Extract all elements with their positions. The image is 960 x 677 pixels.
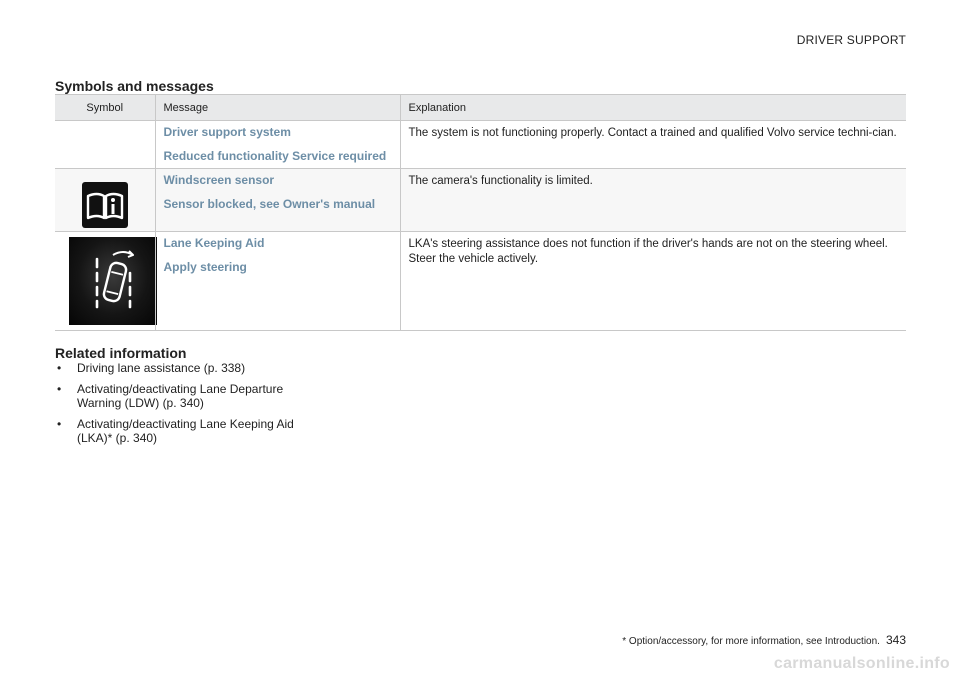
symbol-cell — [55, 169, 155, 232]
related-link-text: Activating/deactivating Lane Departure Warning (LDW) (p. 340) — [77, 382, 284, 410]
watermark: carmanualsonline.info — [773, 655, 950, 672]
message-title: Driver support system — [163, 125, 291, 139]
table-row — [55, 121, 906, 169]
column-header-explanation: Explanation — [400, 95, 906, 121]
page-number: 343 — [885, 633, 906, 647]
column-header-symbol: Symbol — [55, 95, 155, 121]
message-title: Lane Keeping Aid — [163, 236, 265, 250]
related-link-driving-lane-assistance[interactable] — [55, 361, 315, 375]
message-cell — [155, 121, 400, 169]
book-info-icon — [82, 182, 128, 228]
column-header-message: Message — [155, 95, 400, 121]
page-footer — [622, 633, 906, 647]
explanation-text: The camera's functionality is limited. — [408, 175, 593, 187]
related-information-title: Related information — [55, 345, 187, 361]
bullet: • — [57, 417, 62, 431]
bullet: • — [57, 382, 62, 396]
table-header-row — [55, 95, 906, 121]
symbol-cell — [55, 232, 155, 331]
explanation-text: LKA's steering assistance does not function if the driver's hands are not on the steering wheel. Steer the vehicle actively. — [408, 238, 888, 265]
related-information-list — [55, 361, 315, 452]
related-link-text: Activating/deactivating Lane Keeping Aid (LKA)* (p. 340) — [77, 417, 294, 445]
related-link-text: Driving lane assistance (p. 338) — [77, 361, 246, 375]
symbols-messages-table — [55, 94, 906, 331]
message-subtitle: Reduced functionality Service required — [163, 149, 387, 163]
symbol-cell-empty — [55, 121, 155, 169]
section-title: Symbols and messages — [55, 78, 214, 94]
explanation-text: The system is not functioning properly. Contact a trained and qualified Volvo service techni-cian. — [408, 127, 897, 139]
explanation-cell — [400, 232, 906, 331]
footer-note: * Option/accessory, for more information, see Introduction. — [622, 636, 880, 647]
message-cell — [155, 232, 400, 331]
explanation-cell — [400, 121, 906, 169]
related-link-ldw[interactable] — [55, 382, 315, 410]
message-subtitle: Sensor blocked, see Owner's manual — [163, 197, 376, 211]
explanation-cell — [400, 169, 906, 232]
lane-keeping-steering-icon — [69, 237, 157, 325]
related-link-lka[interactable] — [55, 417, 315, 445]
table-row — [55, 169, 906, 232]
message-cell — [155, 169, 400, 232]
message-subtitle: Apply steering — [163, 260, 247, 274]
bullet: • — [57, 361, 62, 375]
chapter-header: DRIVER SUPPORT — [796, 33, 906, 47]
table-row — [55, 232, 906, 331]
message-title: Windscreen sensor — [163, 173, 275, 187]
